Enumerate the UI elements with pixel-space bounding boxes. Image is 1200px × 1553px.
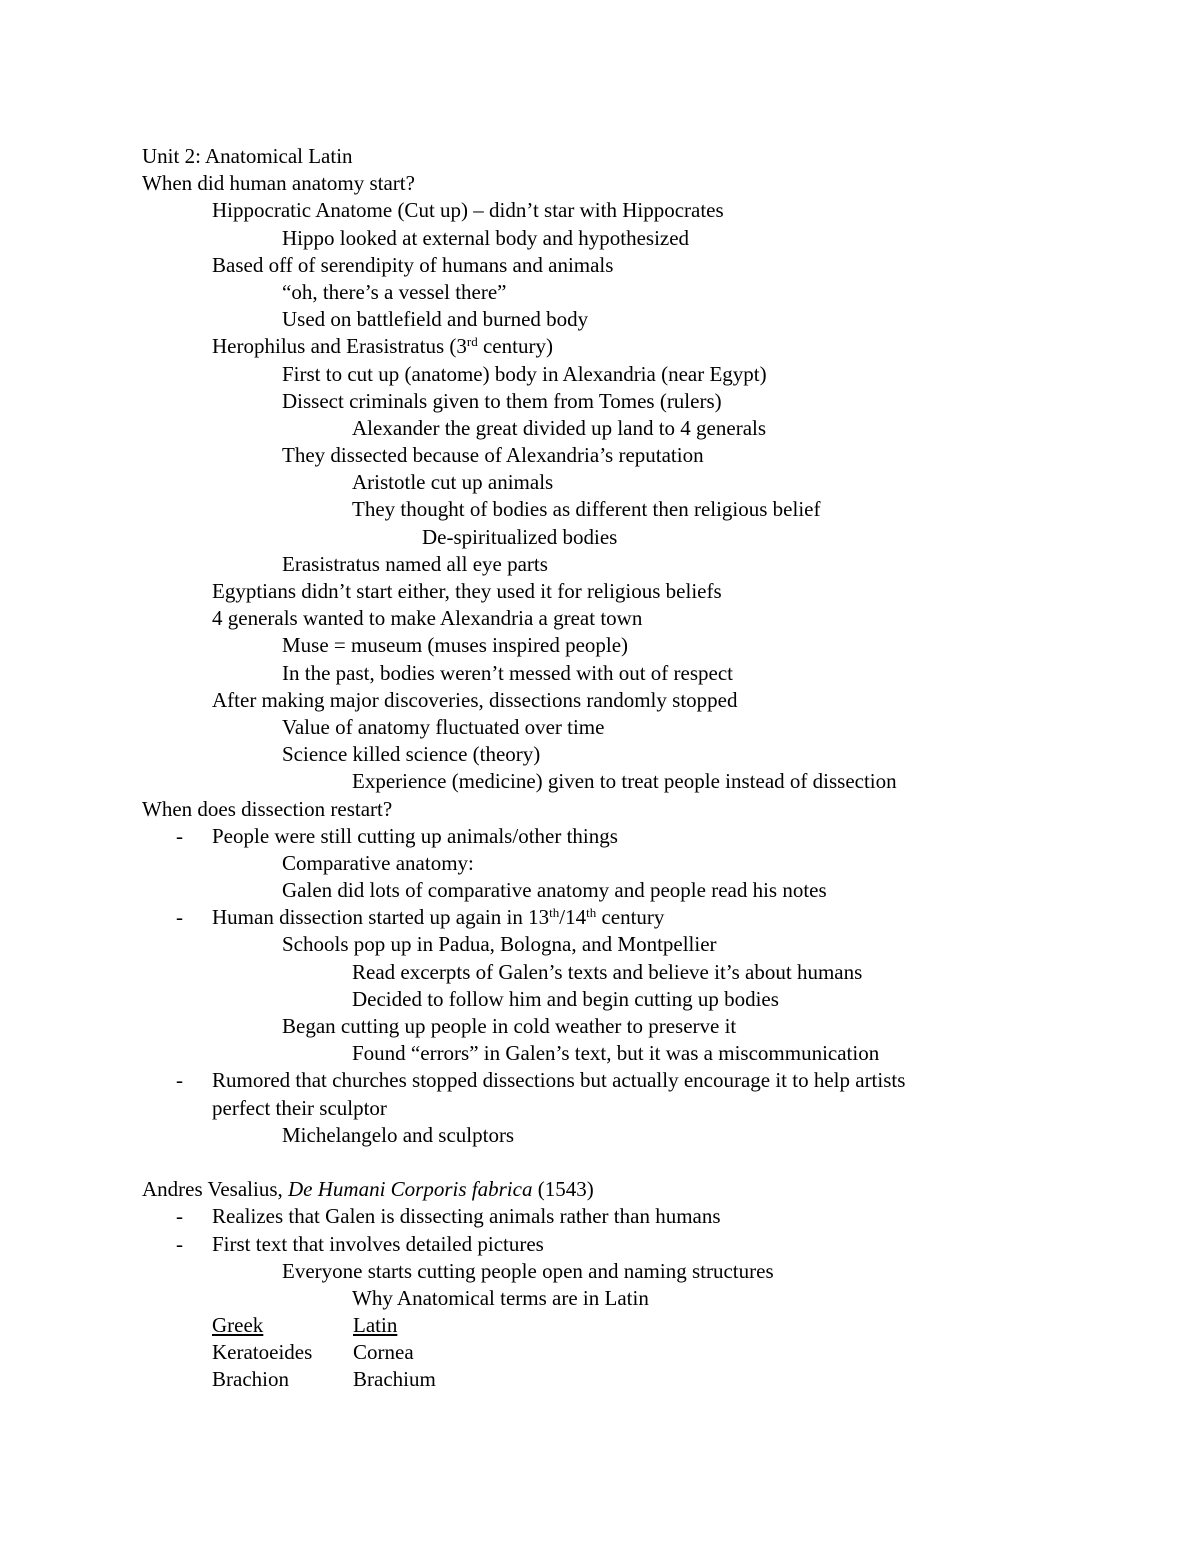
note-line: Schools pop up in Padua, Bologna, and Montpellier bbox=[282, 932, 717, 957]
note-line: Hippocratic Anatome (Cut up) – didn’t star with Hippocrates bbox=[212, 198, 724, 223]
bullet-item bbox=[142, 823, 1122, 850]
note-line: Value of anatomy fluctuated over time bbox=[282, 714, 605, 739]
note-line: Michelangelo and sculptors bbox=[282, 1122, 515, 1147]
term-table-header bbox=[142, 1312, 1122, 1339]
bullet-item bbox=[142, 1203, 1122, 1230]
note-line: Dissect criminals given to them from Tomes (rulers) bbox=[282, 388, 722, 413]
greek-term: Keratoeides bbox=[212, 1340, 313, 1365]
note-text: (1543) bbox=[532, 1177, 594, 1202]
note-line: Egyptians didn’t start either, they used it for religious beliefs bbox=[212, 579, 722, 603]
note-text: Herophilus and Erasistratus (3 bbox=[212, 334, 467, 359]
note-text: People were still cutting up animals/other things bbox=[212, 823, 618, 848]
note-text: century) bbox=[477, 334, 553, 359]
note-line: Why Anatomical terms are in Latin bbox=[352, 1285, 649, 1310]
note-text: century bbox=[596, 905, 665, 930]
note-text: First text that involves detailed pictures bbox=[212, 1231, 544, 1256]
note-line: Read excerpts of Galen’s texts and believe it’s about humans bbox=[352, 959, 863, 984]
note-line: Began cutting up people in cold weather to preserve it bbox=[282, 1014, 737, 1038]
note-line: They thought of bodies as different then religious belief bbox=[352, 497, 821, 522]
dash-bullet: - bbox=[176, 823, 183, 848]
note-line: Muse = museum (muses inspired people) bbox=[282, 633, 629, 658]
section-heading-vesalius bbox=[142, 1176, 1122, 1203]
note-line: Alexander the great divided up land to 4 generals bbox=[352, 415, 767, 440]
book-title: De Humani Corporis fabrica bbox=[288, 1177, 533, 1202]
note-line: De-spiritualized bodies bbox=[422, 524, 618, 549]
dash-bullet: - bbox=[176, 1204, 183, 1229]
note-line: Found “errors” in Galen’s text, but it was a miscommunication bbox=[352, 1041, 880, 1066]
greek-term: Brachion bbox=[212, 1367, 289, 1392]
section-heading-dissection-restart: When does dissection restart? bbox=[142, 796, 393, 821]
note-text: Andres Vesalius, bbox=[142, 1177, 289, 1202]
note-line: In the past, bodies weren’t messed with out of respect bbox=[282, 660, 733, 685]
dash-bullet: - bbox=[176, 905, 183, 930]
table-header-latin: Latin bbox=[353, 1313, 398, 1338]
note-line: “oh, there’s a vessel there” bbox=[282, 279, 507, 304]
note-line: Comparative anatomy: bbox=[282, 850, 474, 875]
note-line: First to cut up (anatome) body in Alexandria (near Egypt) bbox=[282, 361, 767, 386]
note-line bbox=[142, 333, 1122, 360]
bullet-item bbox=[142, 904, 1122, 931]
note-line: Science killed science (theory) bbox=[282, 742, 541, 767]
note-text: Realizes that Galen is dissecting animals rather than humans bbox=[212, 1204, 721, 1229]
note-line: Erasistratus named all eye parts bbox=[282, 551, 548, 576]
table-header-greek: Greek bbox=[212, 1313, 264, 1338]
note-text: Human dissection started up again in 13 bbox=[212, 905, 550, 930]
latin-term: Cornea bbox=[353, 1340, 414, 1365]
note-line: They dissected because of Alexandria’s reputation bbox=[282, 443, 704, 468]
blank-line bbox=[142, 1149, 1122, 1176]
notes-body bbox=[142, 143, 1122, 1394]
note-line: Galen did lots of comparative anatomy and people read his notes bbox=[282, 878, 827, 903]
note-line: Based off of serendipity of humans and animals bbox=[212, 252, 614, 277]
note-text: /14 bbox=[559, 905, 587, 930]
note-line: Everyone starts cutting people open and naming structures bbox=[282, 1258, 774, 1283]
note-line: Hippo looked at external body and hypothesized bbox=[282, 225, 690, 250]
note-line: Decided to follow him and begin cutting up bodies bbox=[352, 986, 779, 1011]
note-line: 4 generals wanted to make Alexandria a great town bbox=[212, 606, 643, 631]
term-table-row bbox=[142, 1366, 1122, 1393]
superscript: rd bbox=[466, 334, 478, 350]
bullet-item bbox=[142, 1067, 1122, 1094]
term-table-row bbox=[142, 1339, 1122, 1366]
document-title: Unit 2: Anatomical Latin bbox=[142, 144, 353, 168]
note-line: Experience (medicine) given to treat people instead of dissection bbox=[352, 769, 897, 794]
bullet-item bbox=[142, 1231, 1122, 1258]
note-line: Used on battlefield and burned body bbox=[282, 307, 589, 332]
note-line: After making major discoveries, dissections randomly stopped bbox=[212, 687, 738, 712]
superscript: th bbox=[549, 905, 560, 921]
dash-bullet: - bbox=[176, 1068, 183, 1093]
latin-term: Brachium bbox=[353, 1367, 436, 1392]
superscript: th bbox=[586, 905, 597, 921]
note-text: Rumored that churches stopped dissections but actually encourage it to help artists bbox=[212, 1068, 906, 1093]
section-heading-anatomy-start: When did human anatomy start? bbox=[142, 171, 415, 196]
note-line: perfect their sculptor bbox=[212, 1095, 387, 1120]
note-line: Aristotle cut up animals bbox=[352, 470, 554, 495]
dash-bullet: - bbox=[176, 1231, 183, 1256]
